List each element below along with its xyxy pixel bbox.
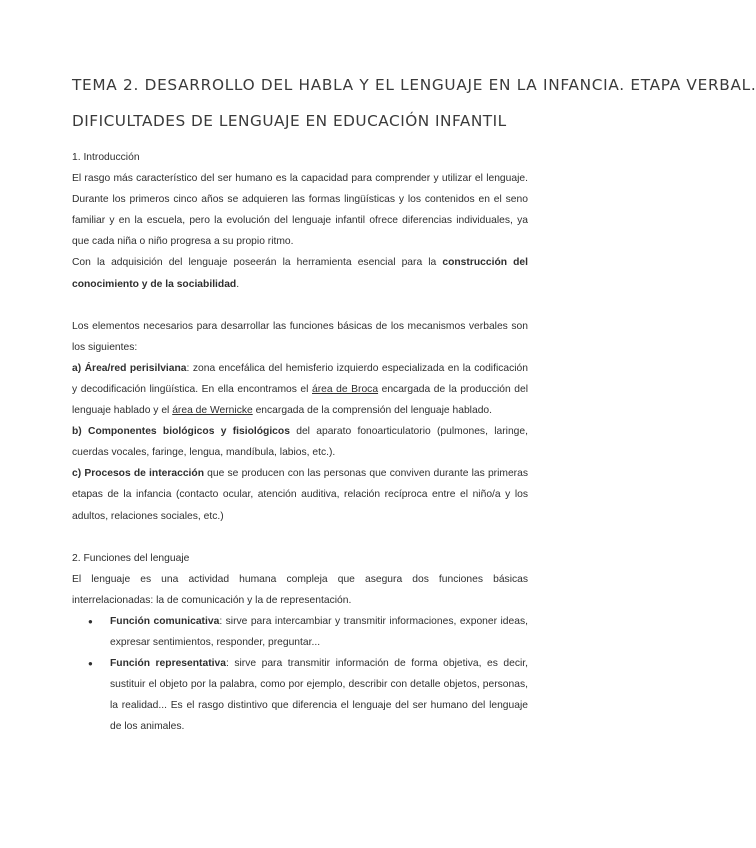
- element-c-label: c) Procesos de interacción: [72, 468, 204, 480]
- element-c-text: que se producen con las personas que conviven durante las primeras etapas de la infancia (contacto ocular, atención auditiva, relación recíproca entre el niño/a y los adultos, relaciones sociales, etc.): [72, 468, 528, 522]
- elements-intro-paragraph: Los elementos necesarios para desarrollar las funciones básicas de los mecanismos verbales son los siguientes:: [72, 320, 528, 353]
- section-spacer: [72, 527, 528, 548]
- funciones-paragraph: El lenguaje es una actividad humana compleja que asegura dos funciones básicas interrelacionadas: la de comunicación y la de representación.: [72, 573, 528, 606]
- broca-area-link: área de Broca: [312, 383, 379, 395]
- list-item-funcion-representativa: [110, 653, 528, 737]
- funcion-comunicativa-label: Función comunicativa: [110, 615, 220, 627]
- funcion-comunicativa-text: : sirve para intercambiar y transmitir informaciones, exponer ideas, expresar sentimientos, responder, preguntar...: [110, 615, 528, 648]
- element-c: [72, 463, 528, 526]
- intro-paragraph-1: El rasgo más característico del ser humano es la capacidad para comprender y utilizar el lenguaje. Durante los primeros cinco años se adquieren las formas lingüísticas y los contenidos en el seno familiar y en la escuela, pero la evolución del lenguaje infantil ofrece diferencias individuales, ya que cada niña o niño progresa a su propio ritmo.: [72, 173, 528, 248]
- element-a-text-1: : zona encefálica del hemisferio izquierdo especializada en la codificación y decodificación lingüística. En ella encontramos el: [72, 362, 528, 395]
- element-a-label: a) Área/red perisilviana: [72, 362, 187, 374]
- section-heading-funciones: 2. Funciones del lenguaje: [72, 552, 190, 564]
- paragraph-spacer: [72, 295, 528, 316]
- element-a-text-2: encargada de la producción del lenguaje hablado y el: [72, 383, 528, 417]
- element-b: [72, 421, 528, 463]
- funcion-representativa-text: : sirve para transmitir información de forma objetiva, es decir, sustituir el objeto por la palabra, como por ejemplo, describir con detalle objetos, personas, la realidad... Es el rasgo distintivo que diferencia el lenguaje del ser humano del lenguaje de los animales.: [110, 658, 528, 733]
- intro-paragraph-2-bold: construcción del conocimiento y de la sociabilidad: [72, 257, 528, 290]
- element-b-label: b) Componentes biológicos y fisiológicos: [72, 426, 290, 438]
- section-heading-introduccion: 1. Introducción: [72, 152, 140, 163]
- document-title-line-1: TEMA 2. DESARROLLO DEL HABLA Y EL LENGUAJE EN LA INFANCIA. ETAPA VERBAL.: [72, 76, 756, 94]
- funcion-representativa-label: Función representativa: [110, 658, 226, 670]
- wernicke-area-link: área de Wernicke: [172, 405, 253, 417]
- element-b-text: del aparato fonoarticulatorio (pulmones, laringe, cuerdas vocales, faringe, lengua, mandíbula, labios, etc.).: [72, 426, 528, 459]
- list-item-funcion-comunicativa: [110, 611, 528, 653]
- element-a: [72, 358, 528, 421]
- funciones-list: [72, 611, 528, 738]
- intro-paragraph-2-end: .: [236, 278, 240, 290]
- document-title-line-2: DIFICULTADES DE LENGUAJE EN EDUCACIÓN INFANTIL: [72, 112, 507, 130]
- element-a-text-3: encargada de la comprensión del lenguaje hablado.: [252, 405, 493, 417]
- intro-paragraph-2: [72, 252, 528, 294]
- document-body: [72, 147, 528, 737]
- intro-paragraph-2-text: Con la adquisición del lenguaje poseerán la herramienta esencial para la: [72, 257, 443, 269]
